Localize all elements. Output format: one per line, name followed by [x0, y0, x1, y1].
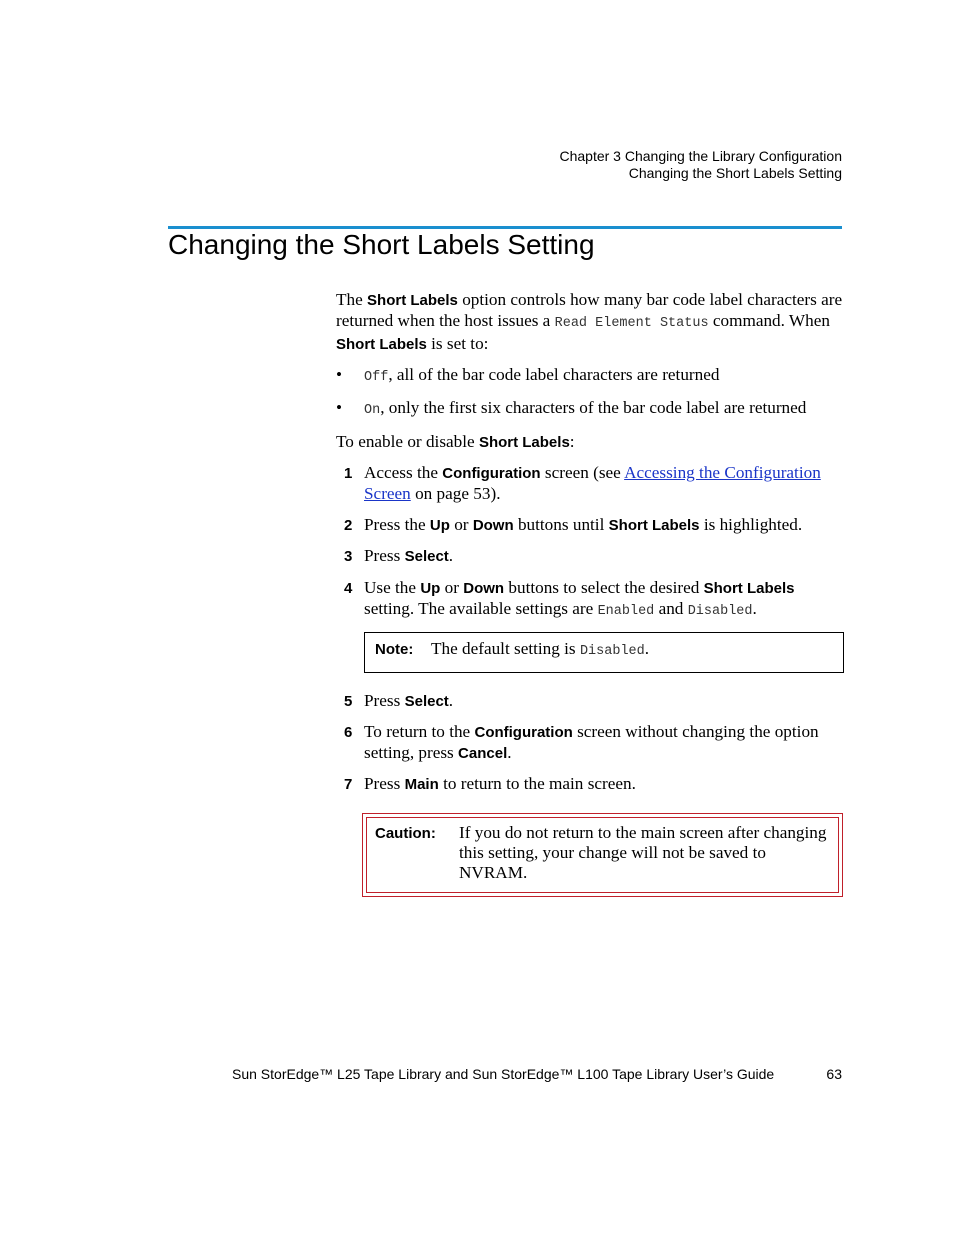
step-item	[336, 463, 844, 504]
step-bold: Configuration	[474, 724, 573, 741]
step-text: is highlighted.	[699, 515, 803, 534]
step-item	[336, 515, 844, 536]
bullet-list	[336, 365, 844, 421]
caution-label: Caution:	[375, 825, 436, 842]
step-text: .	[448, 691, 454, 710]
step-text: .	[507, 743, 512, 762]
enable-text: To enable or disable	[336, 432, 479, 451]
step-item	[336, 774, 844, 795]
bullet-code: On	[364, 403, 381, 418]
step-bold: Configuration	[442, 465, 541, 482]
step-text: Press the	[364, 515, 430, 534]
bullet-text: , all of the bar code label characters are returned	[388, 365, 720, 384]
note-container	[336, 632, 844, 673]
intro-text: is set to:	[426, 334, 489, 353]
enable-bold: Short Labels	[478, 434, 570, 451]
bullet-mark: •	[336, 365, 343, 384]
running-header	[559, 148, 842, 182]
step-text: buttons until	[513, 515, 609, 534]
page-title: Changing the Short Labels Setting	[168, 229, 595, 260]
step-number: 4	[344, 580, 353, 597]
intro-paragraph	[336, 290, 844, 355]
step-bold: Short Labels	[608, 517, 700, 534]
step-text: Access the	[364, 463, 443, 482]
step-item	[336, 578, 844, 622]
enable-paragraph	[336, 432, 844, 453]
step-bold: Select	[404, 693, 449, 710]
step-bold: Up	[420, 580, 441, 597]
step-number: 2	[344, 517, 353, 534]
step-number: 6	[344, 724, 353, 741]
step-text: and	[654, 599, 688, 618]
bullet-code: Off	[364, 370, 389, 385]
step-number: 7	[344, 776, 353, 793]
step-text: Press	[364, 691, 405, 710]
step-bold: Cancel	[458, 745, 508, 762]
intro-text: option controls how many bar code label characters are returned when the host issues a	[336, 290, 843, 330]
caution-text: If you do not return to the main screen after changing this setting, your change will not be saved to NVRAM.	[459, 823, 827, 882]
step-text: Use the	[364, 578, 421, 597]
intro-code: Read Element Status	[554, 316, 709, 331]
bullet-text: , only the first six characters of the bar code label are returned	[380, 398, 807, 417]
step-text: to return to the main screen.	[438, 774, 636, 793]
bullet-mark: •	[336, 398, 343, 417]
footer-title: Sun StorEdge™ L25 Tape Library and Sun StorEdge™ L100 Tape Library User’s Guide	[232, 1066, 775, 1082]
caution-inner	[366, 817, 839, 893]
step-bold: Down	[472, 517, 514, 534]
step-text: Press	[364, 774, 405, 793]
step-bold: Select	[404, 548, 449, 565]
step-item	[336, 691, 844, 712]
note-code: Disabled	[579, 644, 645, 659]
step-code: Disabled	[687, 604, 753, 619]
step-text: .	[448, 546, 454, 565]
step-text: buttons to select the desired	[504, 578, 704, 597]
list-item	[336, 365, 844, 388]
step-text: Press	[364, 546, 405, 565]
intro-bold: Short Labels	[336, 336, 427, 353]
body-content	[336, 290, 844, 897]
step-item	[336, 546, 844, 567]
step-text: on page 53).	[410, 484, 501, 503]
step-number: 1	[344, 465, 353, 482]
caution-container	[336, 813, 844, 897]
step-number: 5	[344, 693, 353, 710]
header-section: Changing the Short Labels Setting	[628, 165, 842, 181]
note-text: .	[644, 639, 650, 658]
accessing-configuration-link[interactable]: Accessing the Configuration Screen	[364, 463, 821, 503]
step-code: Enabled	[597, 604, 655, 619]
step-item	[336, 722, 844, 764]
step-bold: Down	[463, 580, 505, 597]
intro-text: The	[336, 290, 368, 309]
step-text: or	[449, 515, 473, 534]
page-number: 63	[826, 1066, 842, 1082]
step-bold: Main	[404, 776, 439, 793]
step-bold: Up	[429, 517, 450, 534]
step-text: screen (see	[540, 463, 625, 482]
step-text: setting. The available settings are	[364, 599, 598, 618]
steps-list	[336, 463, 844, 897]
note-box	[364, 632, 844, 673]
list-item	[336, 398, 844, 421]
step-number: 3	[344, 548, 353, 565]
page-footer	[232, 1066, 842, 1083]
step-text: screen without changing the option setting, press	[364, 722, 819, 762]
note-text: The default setting is	[431, 639, 580, 658]
intro-text: command. When	[708, 311, 830, 330]
step-text: .	[752, 599, 757, 618]
note-label: Note:	[375, 641, 414, 658]
intro-bold: Short Labels	[367, 292, 458, 309]
enable-text: :	[569, 432, 575, 451]
header-chapter: Chapter 3 Changing the Library Configuration	[559, 148, 842, 164]
step-text: or	[440, 578, 464, 597]
step-bold: Short Labels	[703, 580, 795, 597]
step-text: To return to the	[364, 722, 475, 741]
caution-box	[362, 813, 843, 897]
